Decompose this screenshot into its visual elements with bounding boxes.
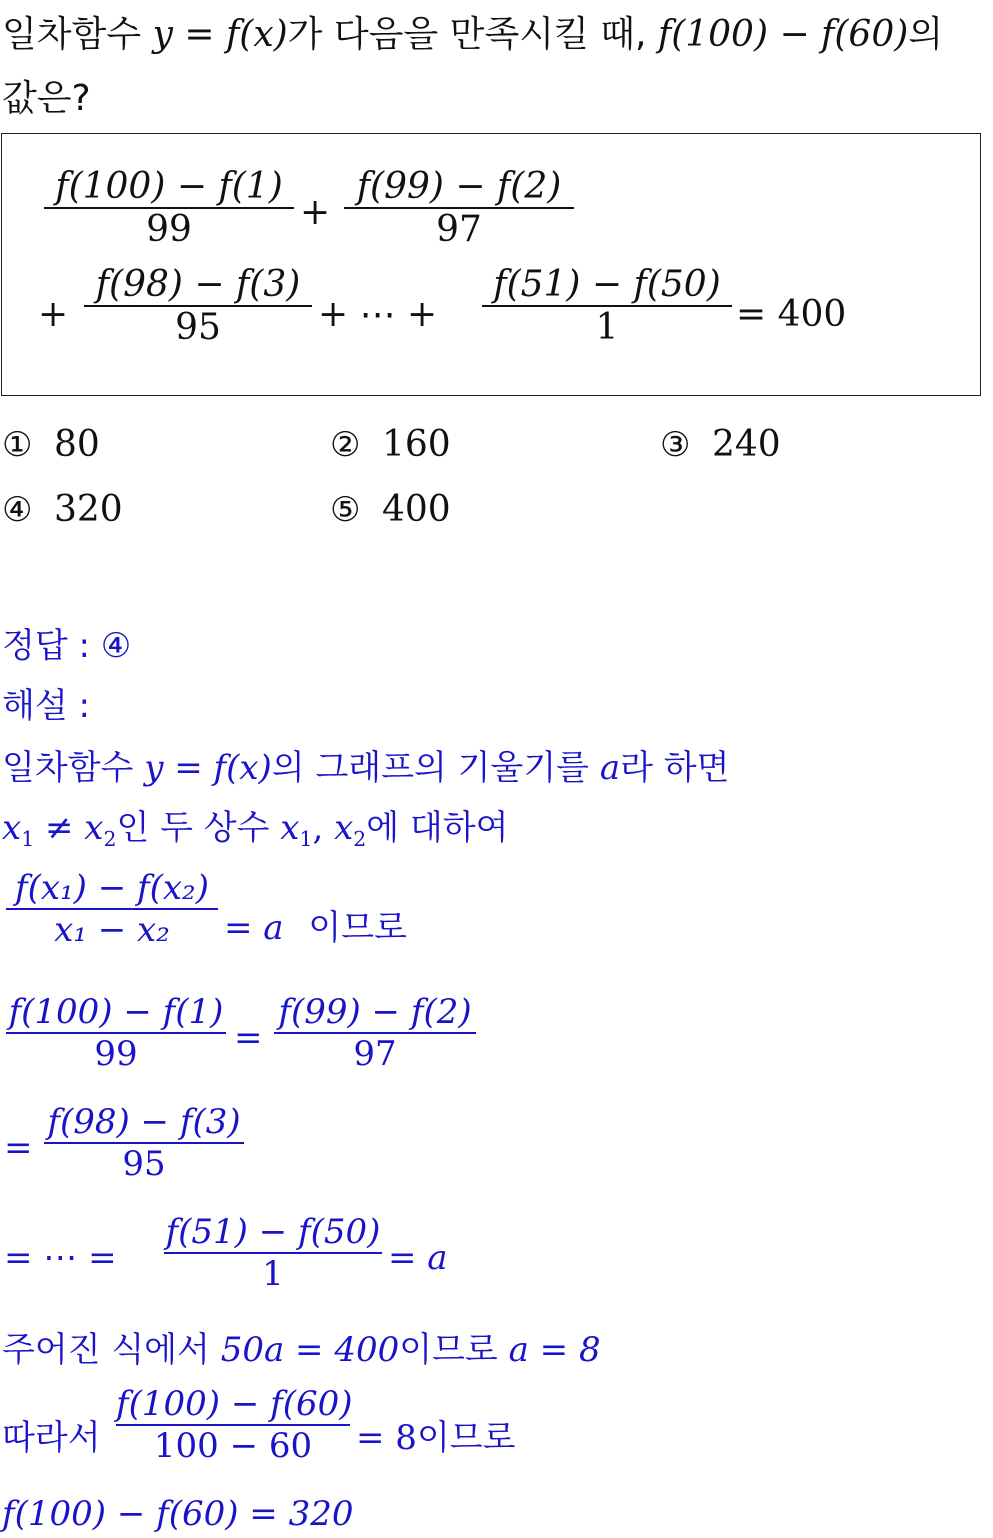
choice-value: 240	[711, 424, 781, 465]
solution-text: 인 두 상수	[116, 808, 281, 848]
final-answer: f(100) − f(60) = 320	[2, 1494, 354, 1534]
subscript: 1	[21, 827, 35, 852]
choice-1[interactable]	[2, 424, 100, 465]
slope-rhs	[224, 900, 407, 949]
choice-mark: ④	[2, 490, 33, 530]
final-fraction-rhs	[356, 1410, 515, 1459]
not-equal-sign: ≠	[34, 808, 85, 848]
choice-mark: ②	[330, 425, 361, 465]
fraction-numerator: f(100) − f(60)	[116, 1384, 353, 1424]
choice-2[interactable]	[330, 424, 451, 465]
equation-fraction-2	[274, 992, 476, 1074]
question-line-2: 값은?	[2, 78, 91, 119]
choice-5[interactable]	[330, 489, 451, 530]
solution-line-2	[2, 800, 508, 851]
var-x1: x	[280, 808, 300, 848]
equals-sign: =	[234, 1018, 263, 1058]
fraction-denominator: 95	[122, 1144, 166, 1184]
solution-line-1	[2, 740, 729, 789]
fraction-denominator: x₁ − x₂	[54, 910, 170, 950]
answer-label: 정답 : ④	[2, 626, 132, 666]
fraction-numerator: f(99) − f(2)	[356, 166, 562, 207]
question-text: 일차함수	[2, 14, 153, 55]
condition-plus: +	[300, 192, 331, 233]
condition-plus: +	[38, 294, 69, 335]
solution-therefore: 따라서	[2, 1418, 101, 1458]
fraction-denominator: 99	[146, 209, 192, 250]
slope-fraction	[6, 868, 218, 950]
fraction-denominator: 100 − 60	[153, 1426, 313, 1466]
choice-value: 80	[53, 424, 100, 465]
condition-fraction-4	[482, 264, 732, 348]
choice-value: 160	[381, 424, 451, 465]
condition-fraction-2	[344, 166, 574, 250]
condition-fraction-1	[44, 166, 294, 250]
fraction-denominator: 99	[94, 1034, 138, 1074]
solution-text: 이므로	[308, 908, 407, 948]
choice-value: 320	[53, 489, 123, 530]
choice-4[interactable]	[2, 489, 123, 530]
fraction-numerator: f(100) − f(1)	[55, 166, 283, 207]
fraction-numerator: f(99) − f(2)	[278, 992, 472, 1032]
final-fraction	[116, 1384, 353, 1466]
explanation-label: 해설 :	[2, 686, 90, 726]
question-text: 의	[908, 14, 944, 55]
condition-rhs: = 400	[736, 294, 847, 335]
equals-sign: =	[4, 1128, 33, 1168]
condition-fraction-3	[84, 264, 312, 348]
solution-result: a = 8	[508, 1330, 601, 1370]
equals-ellipsis: = ⋯ =	[4, 1238, 117, 1278]
equals-eight: = 8	[356, 1418, 417, 1458]
question-line-1	[2, 6, 943, 57]
question-equation: y = f(x)	[152, 14, 288, 55]
equation-rhs: = a	[388, 1238, 448, 1278]
solution-text: 의 그래프의 기울기를	[271, 748, 600, 788]
equation-fraction-1	[6, 992, 226, 1074]
choice-value: 400	[381, 489, 451, 530]
question-text: 가 다음을 만족시킬 때,	[287, 14, 658, 55]
fraction-denominator: 95	[175, 307, 221, 348]
solution-text: 에 대하여	[366, 808, 509, 848]
choice-mark: ①	[2, 425, 33, 465]
solution-equation: y = f(x)	[144, 748, 272, 788]
fraction-denominator: 97	[353, 1034, 397, 1074]
subscript: 2	[103, 827, 117, 852]
fraction-numerator: f(51) − f(50)	[493, 264, 721, 305]
var-x2: x	[334, 808, 354, 848]
condition-ellipsis: + ⋯ +	[318, 294, 438, 335]
choice-3[interactable]	[660, 424, 781, 465]
equation-fraction-4	[164, 1212, 382, 1294]
solution-text: 라 하면	[620, 748, 730, 788]
fraction-numerator: f(100) − f(1)	[8, 992, 224, 1032]
comma: ,	[312, 808, 335, 848]
fraction-numerator: f(98) − f(3)	[95, 264, 301, 305]
slope-equals-a: = a	[224, 908, 284, 948]
fraction-denominator: 1	[262, 1254, 284, 1294]
solution-text: 이므로	[399, 1330, 509, 1370]
solution-text: 일차함수	[2, 748, 145, 788]
choice-mark: ⑤	[330, 490, 361, 530]
equation-fraction-3	[44, 1102, 244, 1184]
fraction-denominator: 97	[436, 209, 482, 250]
fraction-numerator: f(98) − f(3)	[47, 1102, 241, 1142]
var-x2: x	[84, 808, 104, 848]
solution-equation: 50a = 400	[220, 1330, 400, 1370]
fraction-numerator: f(x₁) − f(x₂)	[15, 868, 209, 908]
fraction-denominator: 1	[595, 307, 619, 348]
question-expression: f(100) − f(60)	[657, 14, 909, 55]
solution-line-3	[2, 1322, 601, 1371]
subscript: 1	[299, 827, 313, 852]
fraction-numerator: f(51) − f(50)	[165, 1212, 381, 1252]
var-x1: x	[2, 808, 22, 848]
solution-variable: a	[599, 748, 621, 788]
solution-text: 주어진 식에서	[2, 1330, 221, 1370]
subscript: 2	[353, 827, 367, 852]
solution-text: 이므로	[416, 1418, 516, 1458]
choice-mark: ③	[660, 425, 691, 465]
